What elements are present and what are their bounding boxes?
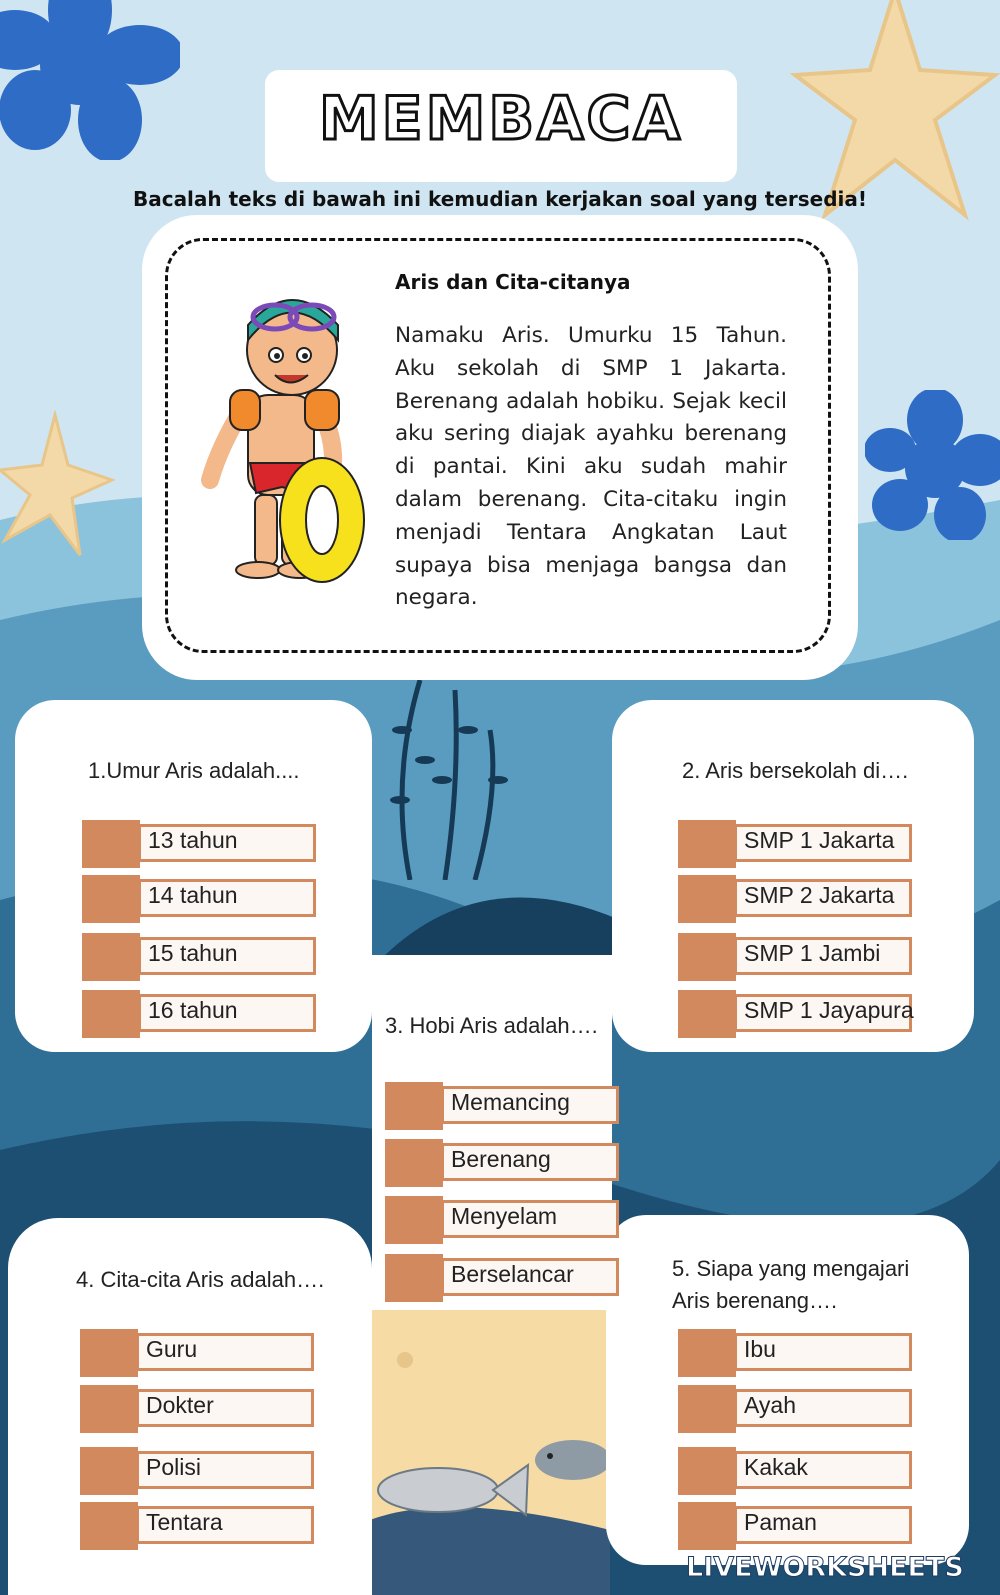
option-label: Kakak bbox=[744, 1454, 808, 1480]
option-label: 16 tahun bbox=[148, 997, 238, 1023]
option-label: Polisi bbox=[146, 1454, 201, 1480]
option-label: Menyelam bbox=[451, 1203, 558, 1229]
q3-option-2[interactable] bbox=[385, 1137, 617, 1187]
option-label: Guru bbox=[146, 1336, 198, 1362]
option-label: 14 tahun bbox=[148, 882, 238, 908]
q2-option-1[interactable] bbox=[678, 818, 910, 868]
q5-option-3[interactable] bbox=[678, 1445, 910, 1495]
question-5-line-1: 5. Siapa yang mengajari bbox=[672, 1256, 910, 1281]
question-1-text: 1.Umur Aris adalah.... bbox=[88, 758, 300, 783]
seaweed-icon bbox=[380, 670, 510, 880]
swimmer-boy-icon bbox=[200, 295, 380, 590]
q3-option-1[interactable] bbox=[385, 1080, 617, 1130]
option-label: Memancing bbox=[451, 1089, 570, 1115]
option-label: SMP 2 Jakarta bbox=[744, 882, 895, 908]
q1-option-1[interactable] bbox=[82, 818, 314, 868]
liveworksheets-logo: LIVEWORKSHEETS bbox=[686, 1552, 964, 1583]
q4-option-3[interactable] bbox=[80, 1445, 312, 1495]
q3-option-3[interactable] bbox=[385, 1194, 617, 1244]
q1-option-2[interactable] bbox=[82, 873, 314, 923]
option-label: Berenang bbox=[451, 1146, 551, 1172]
q5-option-2[interactable] bbox=[678, 1383, 910, 1433]
starfish-icon bbox=[0, 410, 115, 560]
q4-option-2[interactable] bbox=[80, 1383, 312, 1433]
q3-option-4[interactable] bbox=[385, 1252, 617, 1302]
question-2-text: 2. Aris bersekolah di…. bbox=[682, 758, 909, 783]
option-label: Ibu bbox=[744, 1336, 776, 1362]
option-label: Ayah bbox=[744, 1392, 797, 1418]
flower-icon bbox=[865, 390, 1000, 540]
question-5-line-2: Aris berenang…. bbox=[672, 1288, 838, 1313]
option-label: Berselancar bbox=[451, 1261, 574, 1287]
option-label: 13 tahun bbox=[148, 827, 238, 853]
q2-option-3[interactable] bbox=[678, 931, 910, 981]
option-label: Paman bbox=[744, 1509, 817, 1535]
question-4-text: 4. Cita-cita Aris adalah…. bbox=[76, 1267, 325, 1292]
q5-option-1[interactable] bbox=[678, 1327, 910, 1377]
story-body: Namaku Aris. Umurku 15 Tahun. Aku sekolah di SMP 1 Jakarta. Berenang adalah hobiku. Sejak kecil aku sering diajak ayahku berenang di pantai. Kini aku sudah mahir dalam berenang. Cita-citaku ingin menjadi Tentara Angkatan Laut supaya bisa menjaga bangsa dan negara. bbox=[395, 323, 787, 611]
option-label: SMP 1 Jayapura bbox=[744, 997, 914, 1023]
q4-option-1[interactable] bbox=[80, 1327, 312, 1377]
option-label: SMP 1 Jakarta bbox=[744, 827, 895, 853]
page-title: MEMBACA bbox=[318, 84, 684, 154]
option-label: Tentara bbox=[146, 1509, 223, 1535]
flower-icon bbox=[0, 0, 180, 160]
q5-option-4[interactable] bbox=[678, 1500, 910, 1550]
option-label: Dokter bbox=[146, 1392, 214, 1418]
instruction-text: Bacalah teks di bawah ini kemudian kerjakan soal yang tersedia! bbox=[132, 187, 868, 211]
q2-option-4[interactable] bbox=[678, 988, 914, 1038]
fish-icon bbox=[368, 1420, 608, 1540]
q4-option-4[interactable] bbox=[80, 1500, 312, 1550]
option-label: SMP 1 Jambi bbox=[744, 940, 881, 966]
story-title: Aris dan Cita-citanya bbox=[395, 270, 631, 294]
q1-option-3[interactable] bbox=[82, 931, 314, 981]
option-label: 15 tahun bbox=[148, 940, 238, 966]
question-3-text: 3. Hobi Aris adalah…. bbox=[385, 1013, 598, 1038]
q1-option-4[interactable] bbox=[82, 988, 314, 1038]
q2-option-2[interactable] bbox=[678, 873, 910, 923]
